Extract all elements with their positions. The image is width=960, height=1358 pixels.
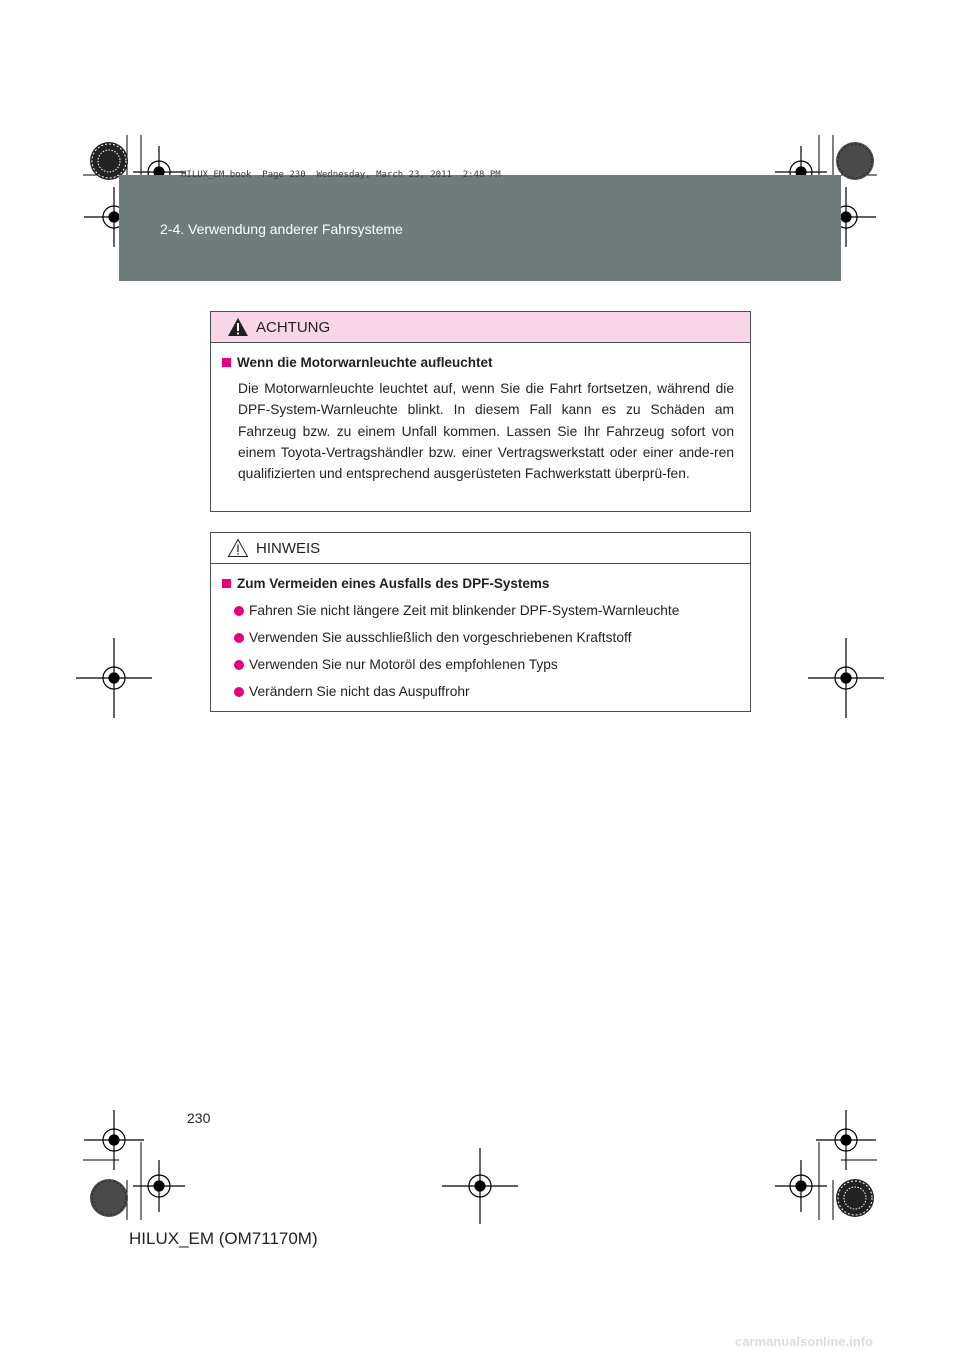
caution-topic-text: Wenn die Motorwarnleuchte aufleuchtet: [237, 355, 493, 370]
notice-header: [211, 533, 750, 564]
caution-body: [211, 343, 750, 498]
list-item: [234, 630, 734, 645]
print-slug: HILUX_EM.book Page 230 Wednesday, March 23, 2011 2:48 PM: [181, 170, 501, 180]
notice-body: [211, 564, 750, 713]
notice-box: [210, 532, 751, 712]
caution-topic: [222, 355, 734, 370]
list-item-text: Verwenden Sie ausschließlich den vorgeschriebenen Kraftstoff: [249, 630, 632, 645]
caution-box: [210, 311, 751, 512]
list-item-text: Verwenden Sie nur Motoröl des empfohlenen Typs: [249, 657, 558, 672]
square-bullet-icon: [222, 358, 231, 367]
page-number: 230: [187, 1110, 211, 1126]
round-bullet-icon: [234, 660, 244, 670]
notice-topic: [222, 576, 734, 591]
caution-label: ACHTUNG: [256, 319, 331, 336]
list-item: [234, 657, 734, 672]
list-item-text: Fahren Sie nicht längere Zeit mit blinkender DPF-System-Warnleuchte: [249, 603, 680, 618]
list-item-text: Verändern Sie nicht das Auspuffrohr: [249, 684, 470, 699]
round-bullet-icon: [234, 633, 244, 643]
caution-header: [211, 312, 750, 343]
warning-triangle-icon: [227, 317, 249, 337]
list-item: [234, 603, 734, 618]
notice-topic-text: Zum Vermeiden eines Ausfalls des DPF-Systems: [237, 576, 550, 591]
caution-text: Die Motorwarnleuchte leuchtet auf, wenn Sie die Fahrt fortsetzen, während die DPF-System-Warnleuchte blinkt. In diesem Fall kann es zu Schäden am Fahrzeug bzw. zu einem Unfall kommen. Lassen Sie Ihr Fahrzeug sofort von einem Toyota-Vertragshändler bzw. einer Vertragswerkstatt oder einer ande-ren qualifizierten und entsprechend ausgerüsteten Fachwerkstatt überprü-fen.: [238, 381, 734, 482]
round-bullet-icon: [234, 606, 244, 616]
watermark-text: carmanualsonline.info: [735, 1334, 873, 1349]
section-header-band: [119, 175, 841, 281]
round-bullet-icon: [234, 687, 244, 697]
list-item: [234, 684, 734, 699]
square-bullet-icon: [222, 579, 231, 588]
document-code: HILUX_EM (OM71170M): [129, 1229, 318, 1248]
notice-label: HINWEIS: [256, 540, 321, 557]
warning-outline-icon: [227, 538, 249, 558]
section-title: 2-4. Verwendung anderer Fahrsysteme: [160, 221, 403, 237]
